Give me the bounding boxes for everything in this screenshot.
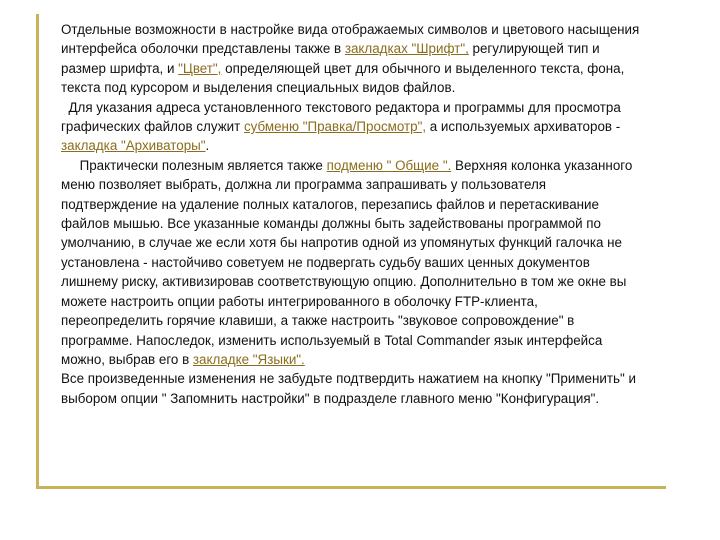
paragraph-editor-viewer	[61, 98, 641, 156]
link-color-tab[interactable]: "Цвет",	[178, 60, 222, 76]
paragraph-editor-text-1: Для указания адреса установленного текстового редактора и программы для просмотра графических файлов служит	[61, 99, 621, 135]
slide-frame-bottom-border	[36, 486, 666, 489]
link-font-tab[interactable]: закладках "Шрифт",	[344, 41, 469, 57]
link-archivers-tab[interactable]: закладка "Архиваторы"	[61, 138, 206, 154]
slide-frame-left-border	[36, 14, 39, 488]
link-general-submenu[interactable]: подменю " Общие ".	[326, 157, 452, 173]
paragraph-fonts-text-1: Отдельные возможности в настройке вида отображаемых символов и цветового насыщения интерфейса оболочки представлены также в	[61, 22, 640, 57]
paragraph-general-submenu	[61, 156, 641, 369]
paragraph-fonts-text-2: регулирующей тип и размер шрифта, и	[61, 41, 600, 76]
paragraph-apply-settings	[61, 369, 641, 408]
paragraph-editor-text-2: а используемых архиваторов -	[426, 119, 621, 135]
paragraph-general-text-2: Верхняя колонка указанного меню позволяет выбрать, должна ли программа запрашивать у пользователя подтверждение на удаление полных каталогов, перезапись файлов и перетаскивание файлов мышью. Все указанные команды должны быть задействованы программой по умолчанию, в случае же если хотя бы напротив одной из упомянутых функций галочка не установлена - настойчиво советуем не подвергать судьбу ваших ценных документов лишнему риску, активизировав соответствующую опцию. Дополнительно в том же окне вы можете настроить опции работы интегрированного в оболочку FTP-клиента, переопределить горячие клавиши, а также настроить "звуковое сопровождение" в программе. Напоследок, изменить используемый в Total Commander язык интерфейса можно, выбрав его в	[61, 157, 633, 367]
paragraph-apply-text-1: Все произведенные изменения не забудьте подтвердить нажатием на кнопку "Применить" и выбором опции " Запомнить настройки" в подразделе главного меню "Конфигурация".	[61, 371, 636, 406]
slide-body-text	[61, 20, 641, 408]
paragraph-general-text-1: Практически полезным является также	[79, 157, 327, 173]
paragraph-editor-text-3: .	[205, 138, 210, 154]
paragraph-fonts-colors	[61, 20, 641, 98]
link-edit-view-submenu[interactable]: субменю "Правка/Просмотр",	[243, 119, 427, 135]
paragraph-fonts-text-3: определяющей цвет для обычного и выделенного текста, фона, текста под курсором и выделения специальных видов файлов.	[61, 60, 625, 96]
link-languages-tab[interactable]: закладке "Языки".	[192, 351, 305, 367]
